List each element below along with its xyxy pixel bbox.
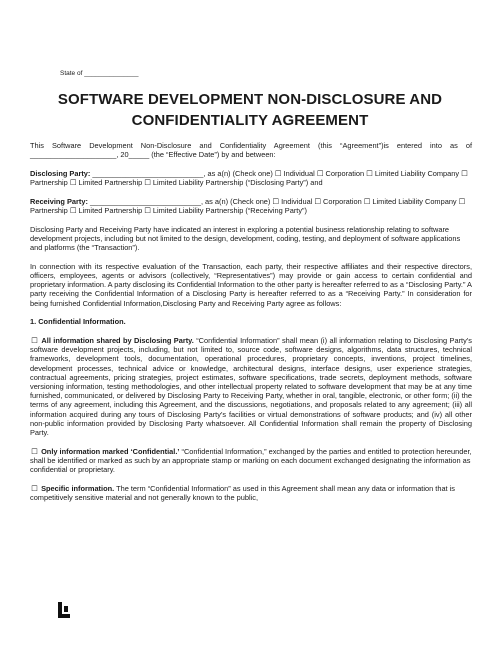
checkbox-icon[interactable]: ☐ [31,446,38,456]
receiving-party-paragraph [30,197,472,215]
checkbox-icon[interactable]: ☐ [31,483,38,493]
clause-marked-confidential-text: “Confidential Information,” exchanged by the parties and entitled to protection hereunder, shall be identified or marked as such by an appropriate stamp or marking on each document exchanged designating the information as confidential or proprietary. [30,446,472,475]
clause-marked-confidential [30,447,472,475]
disclosing-party-label: Disclosing Party: [30,168,91,178]
receiving-party-details: ___________________________, as a(n) (Check one) ☐ Individual ☐ Corporation ☐ Limited Liability Company ☐ Partnership ☐ Limited Partnership ☐ Limited Liability Partnership (“Receiving Party”) [30,196,466,216]
title-line-1: SOFTWARE DEVELOPMENT NON-DISCLOSURE AND [57,91,443,108]
state-line: State of _______________ [60,70,139,77]
consideration-paragraph: In connection with its respective evaluation of the Transaction, each party, their respective affiliates and their respective directors, officers, employees, agents or advisors (collectively, “Representatives”) may provide or gain access to certain confidential and proprietary information. A party disclosing its Confidential Information to the other party is hereafter referred to as a “Disclosing Party.” A party receiving the Confidential Information of a Disclosing Party is hereafter referred to as a “Receiving Party.” In consideration for being furnished Confidential Information,Disclosing Party and Receiving Party agree as follows: [30,261,472,308]
section-1-heading: 1. Confidential Information. [30,317,126,327]
document-body [30,141,472,512]
clause-all-information [30,336,472,437]
document-title [30,89,470,131]
title-line-2: CONFIDENTIALITY AGREEMENT [131,112,369,129]
checkbox-icon[interactable]: ☐ [31,336,38,346]
clause-all-information-text: “Confidential Information” shall mean (i) all information relating to Disclosing Party’s software development projects, including, but not limited to, source code, software designs, algorithms, data structures, technical frameworks, development tools, documentation, operational procedures, proprietary concepts, inventions, project timelines, development processes, technical advice or knowledge, architectural designs, interface designs, user experience strategies, contractual agreements, pricing strategies, project estimates, software specifications, trade secrets, deployment methods, software versioning information, testing methodologies, and other intellectual property related to software development that may be at any time furnished, communicated, or delivered by Disclosing Party to Receiving Party, whether in oral, tangible, electronic, or other form; (ii) the terms of any agreement, including this Agreement, and the discussions, negotiations, and proposals related to any agreement; (iii) all information acquired during any tours of Disclosing Party’s facilities or virtual demonstrations of software products; and (iv) all other non-public information provided by Disclosing Party whatsoever. All Confidential Information shall remain the property of Disclosing Party. [30,336,472,438]
clause-specific-information-text: The term “Confidential Information” as used in this Agreement shall mean any data or information that is competitively sensitive material and not generally known to the public, [30,483,455,503]
legal-templates-logo-icon [58,602,70,618]
disclosing-party-details: ___________________________, as a(n) (Check one) ☐ Individual ☐ Corporation ☐ Limited Liability Company ☐ Partnership ☐ Limited Partnership ☐ Limited Liability Partnership (“Disclosing Party”) and [30,168,468,188]
disclosing-party-paragraph [30,169,472,187]
clause-specific-information [30,484,472,502]
clause-marked-confidential-title: Only information marked ‘Confidential.’ [41,446,180,456]
clause-specific-information-title: Specific information. [41,483,115,493]
clause-all-information-title: All information shared by Disclosing Party. [41,336,194,346]
intro-paragraph: This Software Development Non-Disclosure and Confidentiality Agreement (this “Agreement”)is entered into as of _____________________, 20_____ (the “Effective Date”) by and between: [30,141,472,160]
transaction-paragraph: Disclosing Party and Receiving Party have indicated an interest in exploring a potential business relationship relating to software development projects, including but not limited to the design, development, coding, testing, and deployment of software applications and platforms (the “Transaction”). [30,224,461,253]
receiving-party-label: Receiving Party: [30,196,88,206]
